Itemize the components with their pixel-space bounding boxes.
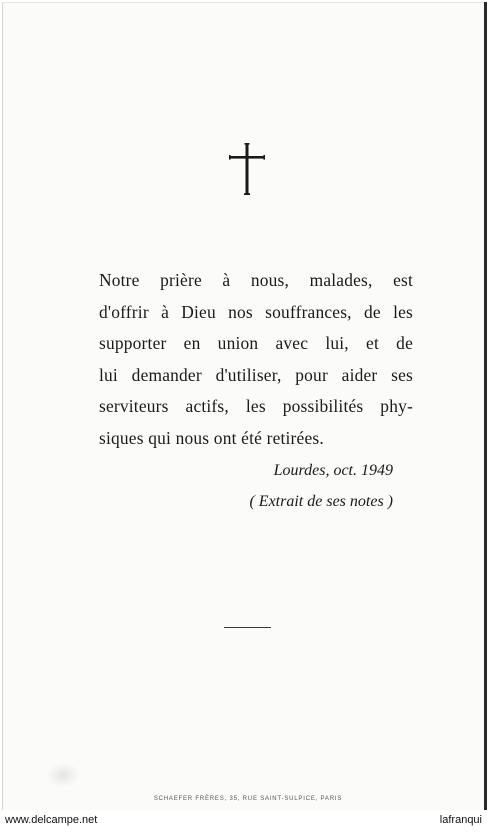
latin-cross-icon: [229, 143, 265, 195]
prayer-line: siques qui nous ont été retirées.: [99, 427, 324, 448]
watermark-footer: [0, 811, 490, 833]
prayer-line: serviteurs actifs, les possibilités phy-: [99, 396, 413, 417]
seller-watermark: lafranqui: [439, 814, 482, 826]
prayer-line: supporter en union avec lui, et de: [99, 333, 413, 354]
paper-stain: [47, 763, 79, 787]
place-date: Lourdes, oct. 1949: [273, 462, 393, 479]
prayer-line: lui demander d'utiliser, pour aider ses: [99, 364, 413, 385]
memorial-card: [2, 2, 484, 810]
source-note: ( Extrait de ses notes ): [249, 493, 393, 510]
site-watermark: www.delcampe.net: [5, 814, 98, 826]
divider: [224, 627, 271, 628]
card-edge: [484, 2, 487, 810]
prayer-text: [99, 265, 413, 455]
prayer-line: Notre prière à nous, malades, est: [99, 270, 413, 290]
printer-imprint: SCHAEFER FRÈRES, 35, RUE SAINT-SULPICE, PARIS: [153, 796, 343, 802]
prayer-line: d'offrir à Dieu nos souffrances, de les: [99, 301, 413, 322]
